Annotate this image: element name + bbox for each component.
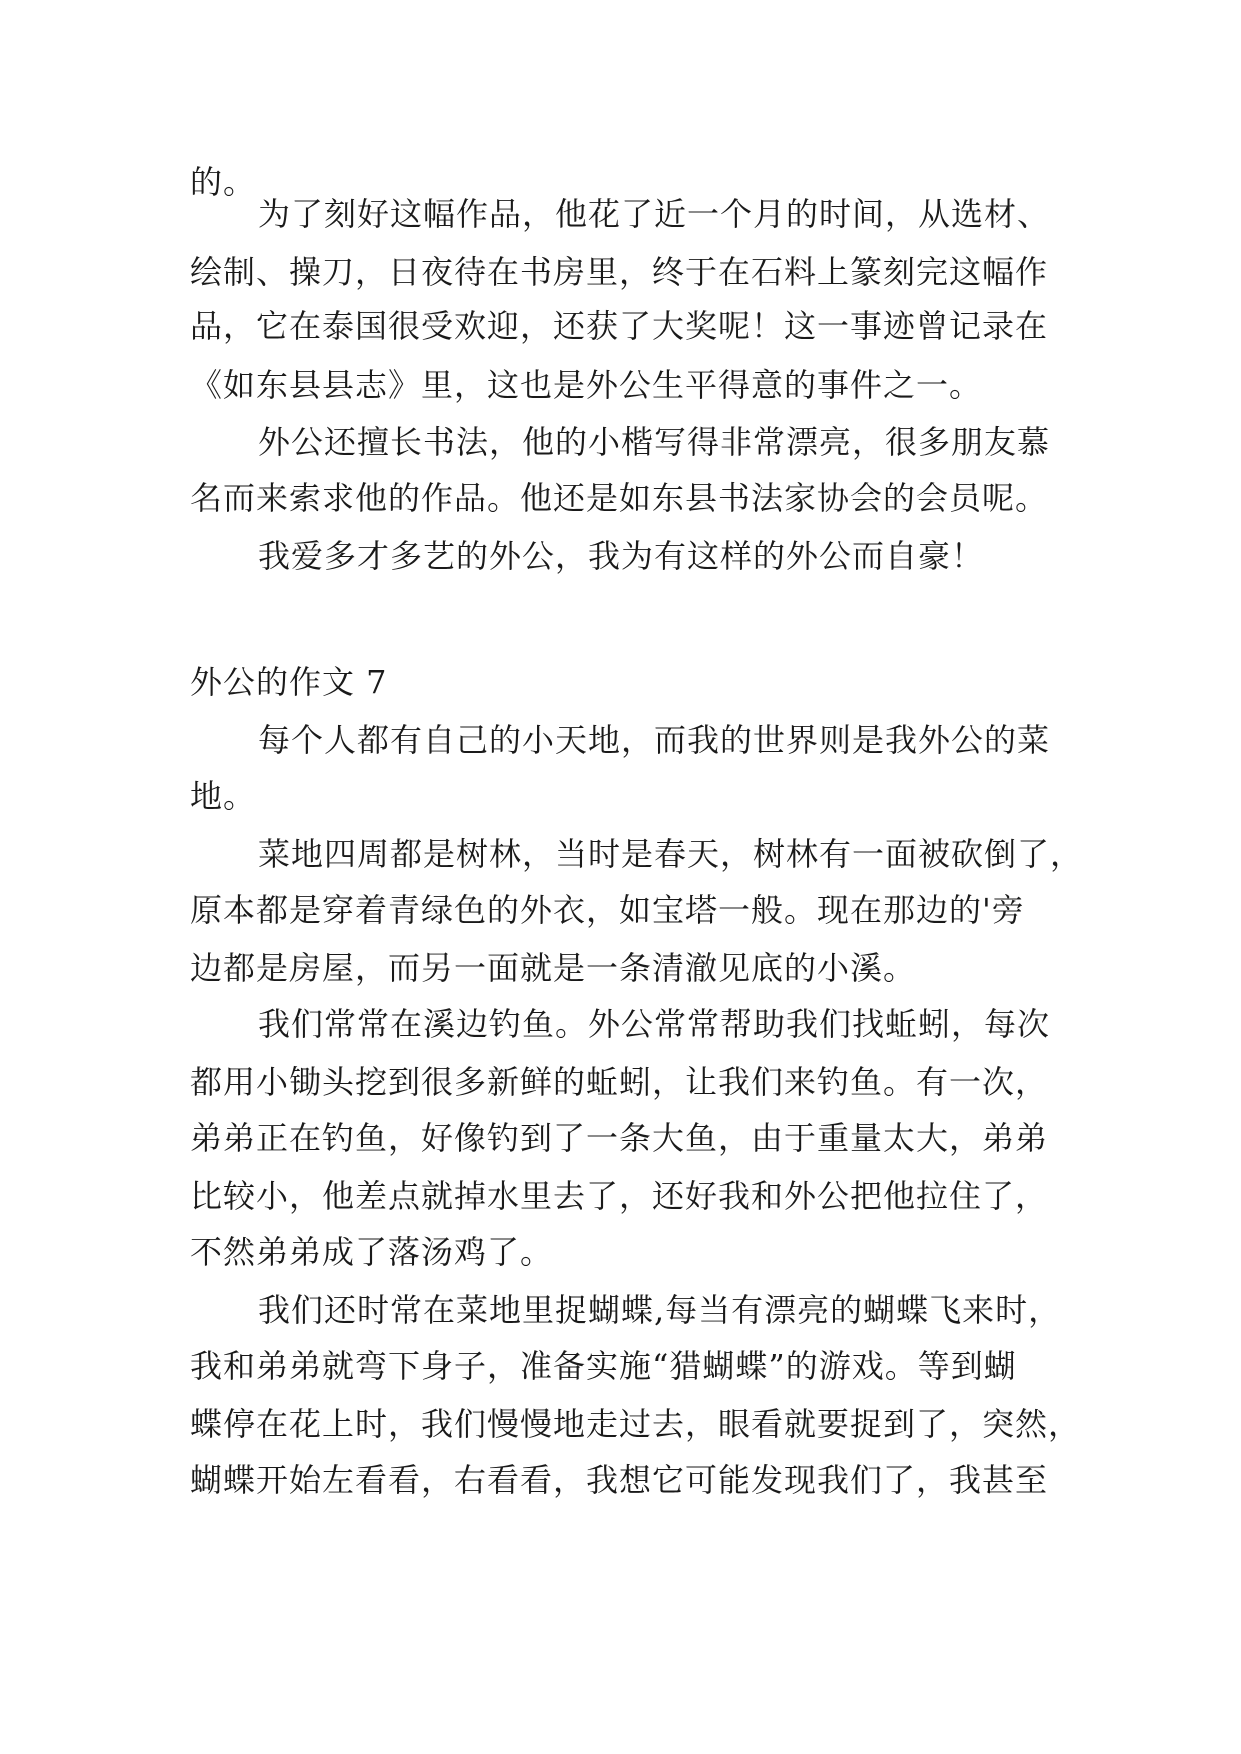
text-line: 每个人都有自己的小天地，而我的世界则是我外公的菜 — [258, 721, 1051, 759]
text-line: 边都是房屋，而另一面就是一条清澈见底的小溪。 — [190, 949, 917, 987]
text-line: 名而来索求他的作品。他还是如东县书法家协会的会员呢。 — [190, 479, 1049, 517]
section-heading: 外公的作文 7 — [190, 663, 388, 701]
text-line: 我爱多才多艺的外公，我为有这样的外公而自豪！ — [258, 537, 985, 575]
text-line: 比较小，他差点就掉水里去了，还好我和外公把他拉住了， — [190, 1177, 1049, 1215]
text-line: 我和弟弟就弯下身子，准备实施“猎蝴蝶”的游戏。等到蝴 — [190, 1347, 1017, 1385]
text-line: 不然弟弟成了落汤鸡了。 — [190, 1233, 554, 1271]
text-line: 蝶停在花上时，我们慢慢地走过去，眼看就要捉到了，突然， — [190, 1405, 1082, 1443]
text-line: 我们还时常在菜地里捉蝴蝶,每当有漂亮的蝴蝶飞来时， — [258, 1291, 1062, 1329]
text-line: 地。 — [190, 777, 257, 815]
text-line: 外公还擅长书法，他的小楷写得非常漂亮，很多朋友慕 — [258, 423, 1051, 461]
text-line: 弟弟正在钓鱼，好像钓到了一条大鱼，由于重量太大，弟弟 — [190, 1119, 1049, 1157]
text-line: 蝴蝶开始左看看，右看看，我想它可能发现我们了，我甚至 — [190, 1461, 1049, 1499]
text-line: 品，它在泰国很受欢迎，还获了大奖呢！这一事迹曾记录在 — [190, 307, 1049, 345]
text-line: 我们常常在溪边钓鱼。外公常常帮助我们找蚯蚓，每次 — [258, 1005, 1051, 1043]
text-line: 绘制、操刀，日夜待在书房里，终于在石料上篆刻完这幅作 — [190, 253, 1049, 291]
text-line: 原本都是穿着青绿色的外衣，如宝塔一般。现在那边的'旁 — [190, 891, 1025, 929]
text-line: 都用小锄头挖到很多新鲜的蚯蚓，让我们来钓鱼。有一次， — [190, 1063, 1049, 1101]
text-line: 为了刻好这幅作品，他花了近一个月的时间，从选材、 — [258, 195, 1051, 233]
text-line: 《如东县县志》里，这也是外公生平得意的事件之一。 — [190, 366, 983, 404]
text-line: 的。 — [190, 163, 257, 201]
text-line: 菜地四周都是树林，当时是春天，树林有一面被砍倒了， — [258, 835, 1084, 873]
